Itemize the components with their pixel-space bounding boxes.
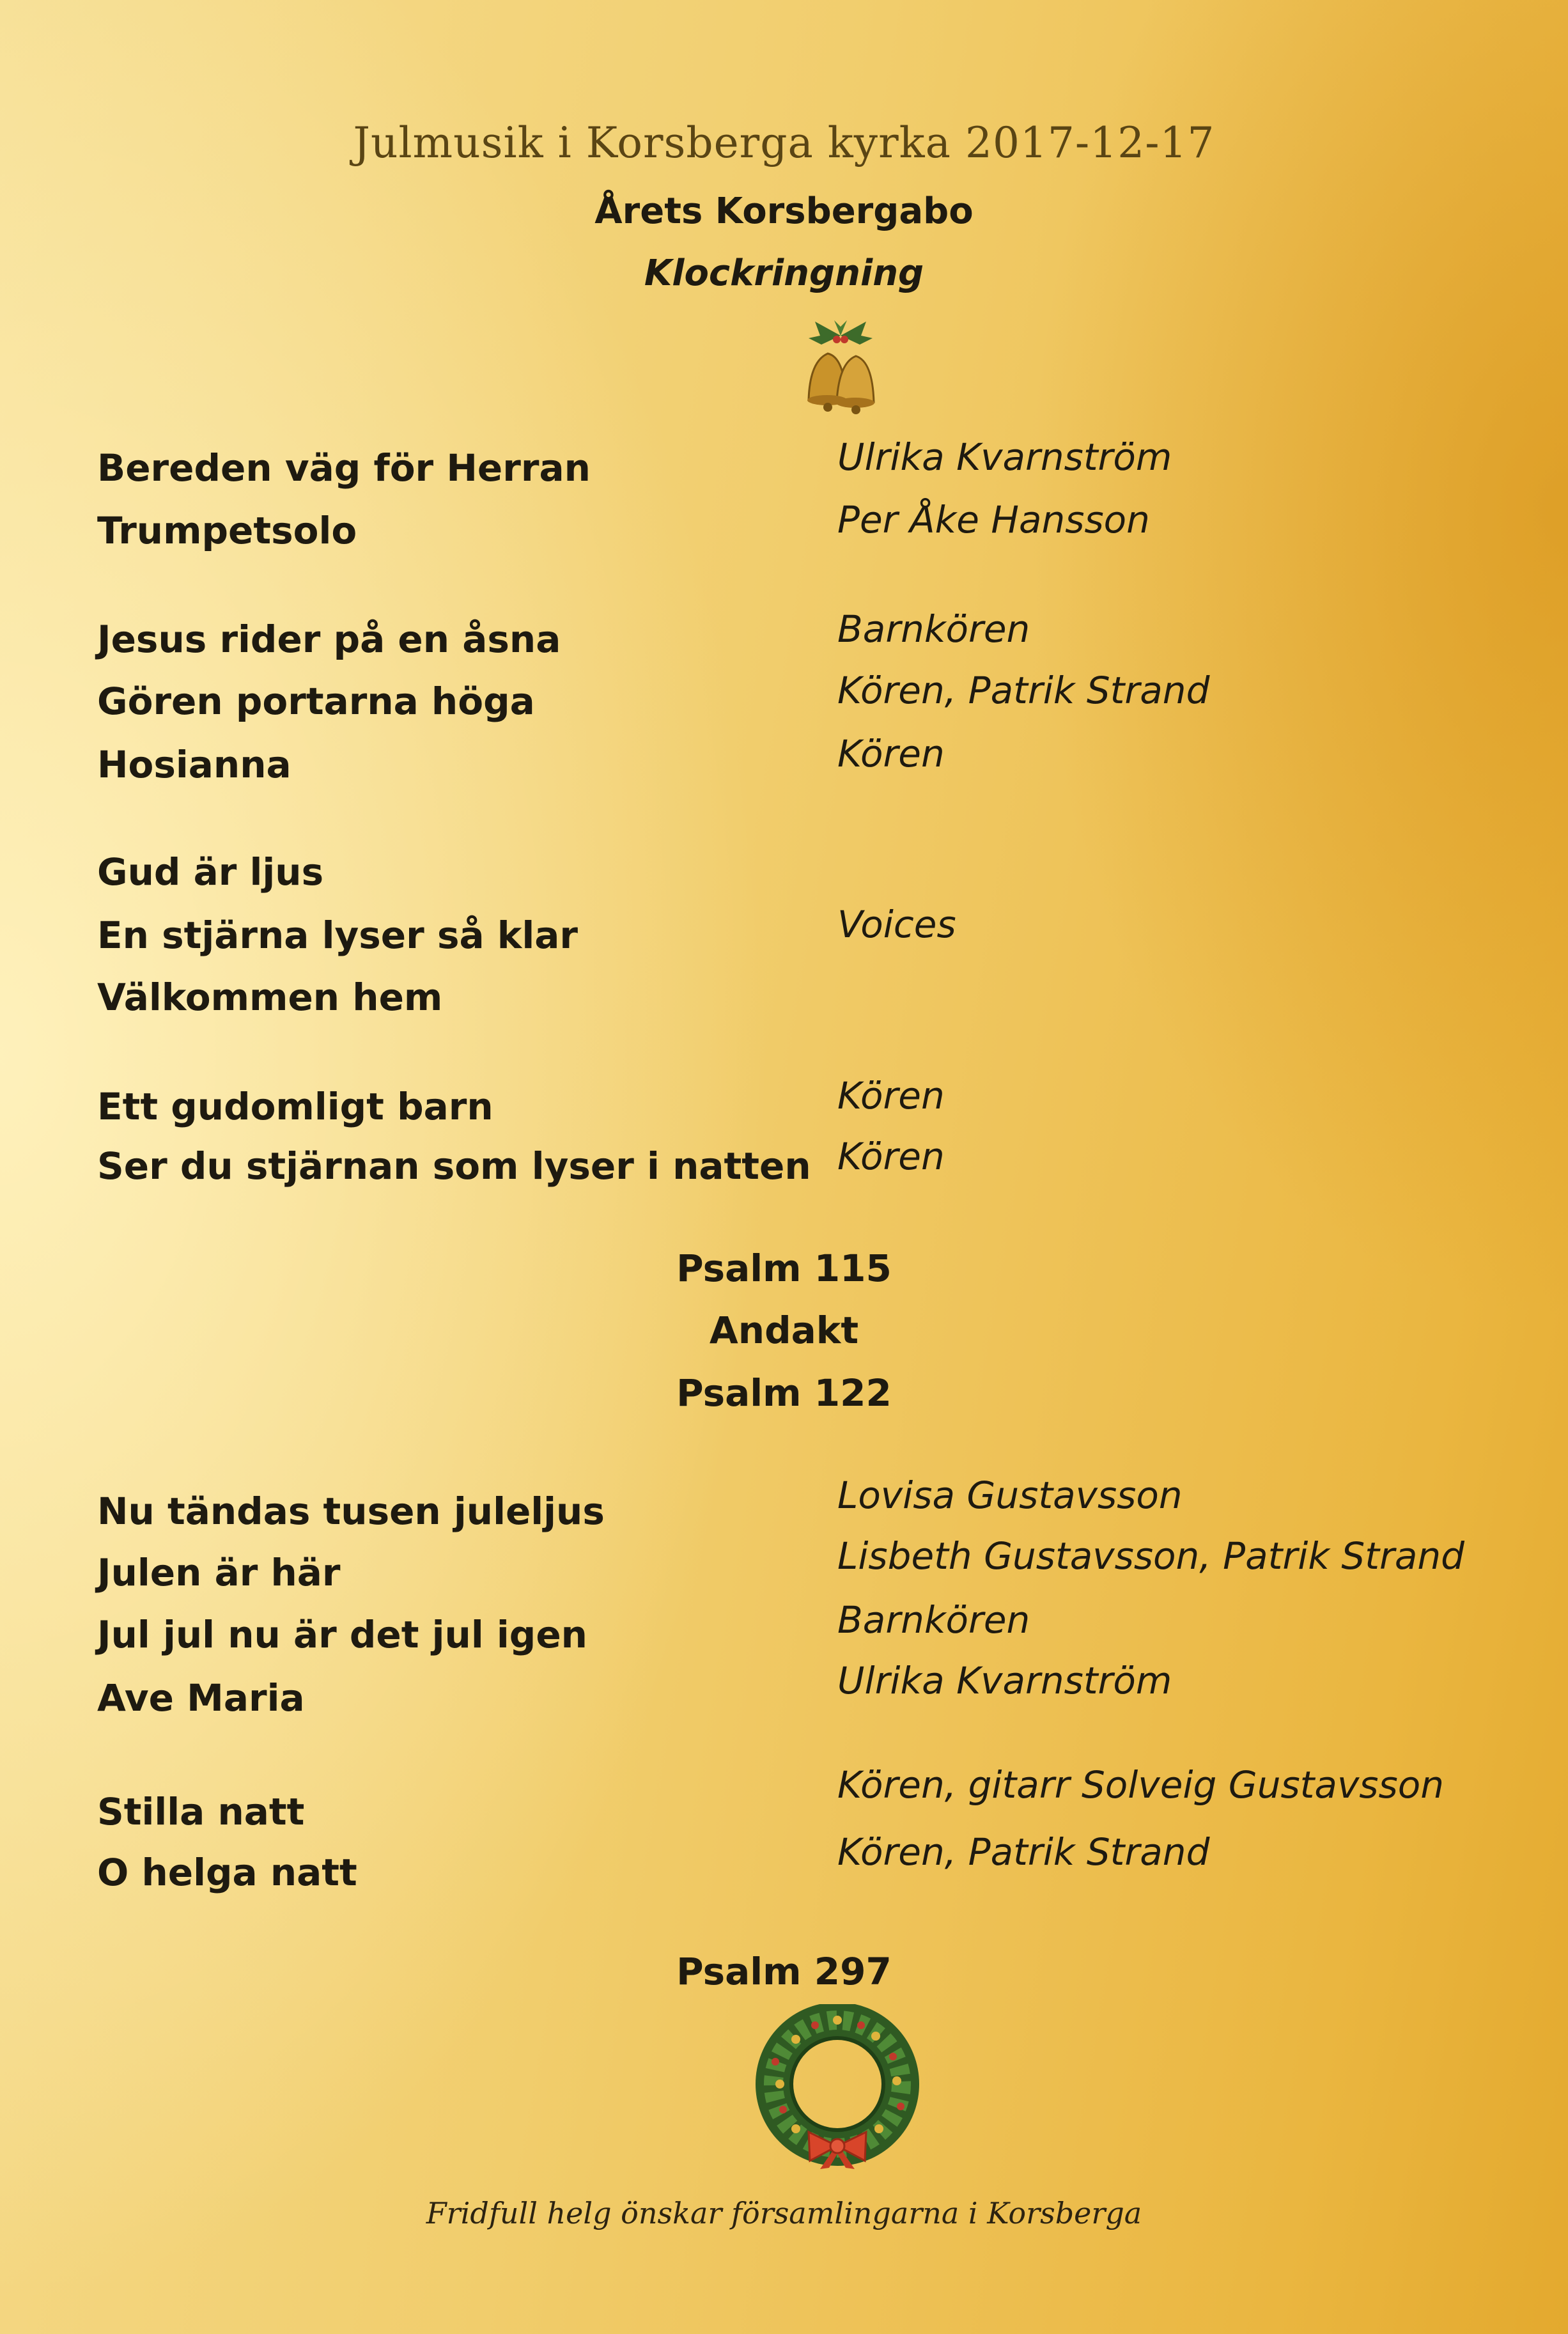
song-title: Nu tändas tusen juleljus xyxy=(97,1490,605,1533)
performer: Kören, Patrik Strand xyxy=(837,1830,1210,1874)
song-title: Ser du stjärnan som lyser i natten xyxy=(97,1144,811,1188)
song-title: Välkommen hem xyxy=(97,976,443,1019)
performer: Ulrika Kvarnström xyxy=(837,1659,1172,1702)
performer: Kören, gitarr Solveig Gustavsson xyxy=(837,1763,1444,1807)
psalm-heading: Psalm 115 xyxy=(676,1247,892,1290)
performer: Kören xyxy=(837,732,945,775)
christmas-wreath-icon xyxy=(745,2004,930,2170)
song-title: Jesus rider på en åsna xyxy=(97,618,561,661)
performer: Lovisa Gustavsson xyxy=(837,1474,1183,1517)
christmas-bells-icon xyxy=(789,316,892,419)
program-subtitle: Årets Korsbergabo xyxy=(594,191,974,232)
song-title: Jul jul nu är det jul igen xyxy=(97,1613,587,1656)
performer: Kören xyxy=(837,1074,945,1117)
performer: Voices xyxy=(837,903,956,946)
performer: Barnkören xyxy=(837,607,1030,651)
song-title: En stjärna lyser så klar xyxy=(97,914,578,957)
song-title: Julen är här xyxy=(97,1551,341,1594)
program-title: Julmusik i Korsberga kyrka 2017-12-17 xyxy=(353,118,1215,167)
closing-greeting: Fridfull helg önskar församlingarna i Korsberga xyxy=(426,2196,1142,2230)
song-title: O helga natt xyxy=(97,1851,357,1894)
sermon-heading: Andakt xyxy=(709,1309,859,1352)
song-title: Stilla natt xyxy=(97,1790,305,1833)
opening-item: Klockringning xyxy=(644,253,924,294)
performer: Kören, Patrik Strand xyxy=(837,669,1210,712)
psalm-heading: Psalm 122 xyxy=(676,1371,892,1415)
song-title: Hosianna xyxy=(97,743,291,786)
song-title: Trumpetsolo xyxy=(97,509,357,552)
song-title: Ett gudomligt barn xyxy=(97,1085,493,1128)
performer: Ulrika Kvarnström xyxy=(837,435,1172,479)
song-title: Gören portarna höga xyxy=(97,680,535,723)
song-title: Gud är ljus xyxy=(97,850,324,894)
performer: Per Åke Hansson xyxy=(837,498,1150,541)
song-title: Bereden väg för Herran xyxy=(97,446,591,490)
closing-psalm: Psalm 297 xyxy=(676,1950,892,1993)
performer: Lisbeth Gustavsson, Patrik Strand xyxy=(837,1534,1464,1578)
performer: Kören xyxy=(837,1135,945,1178)
song-title: Ave Maria xyxy=(97,1676,305,1720)
performer: Barnkören xyxy=(837,1598,1030,1642)
